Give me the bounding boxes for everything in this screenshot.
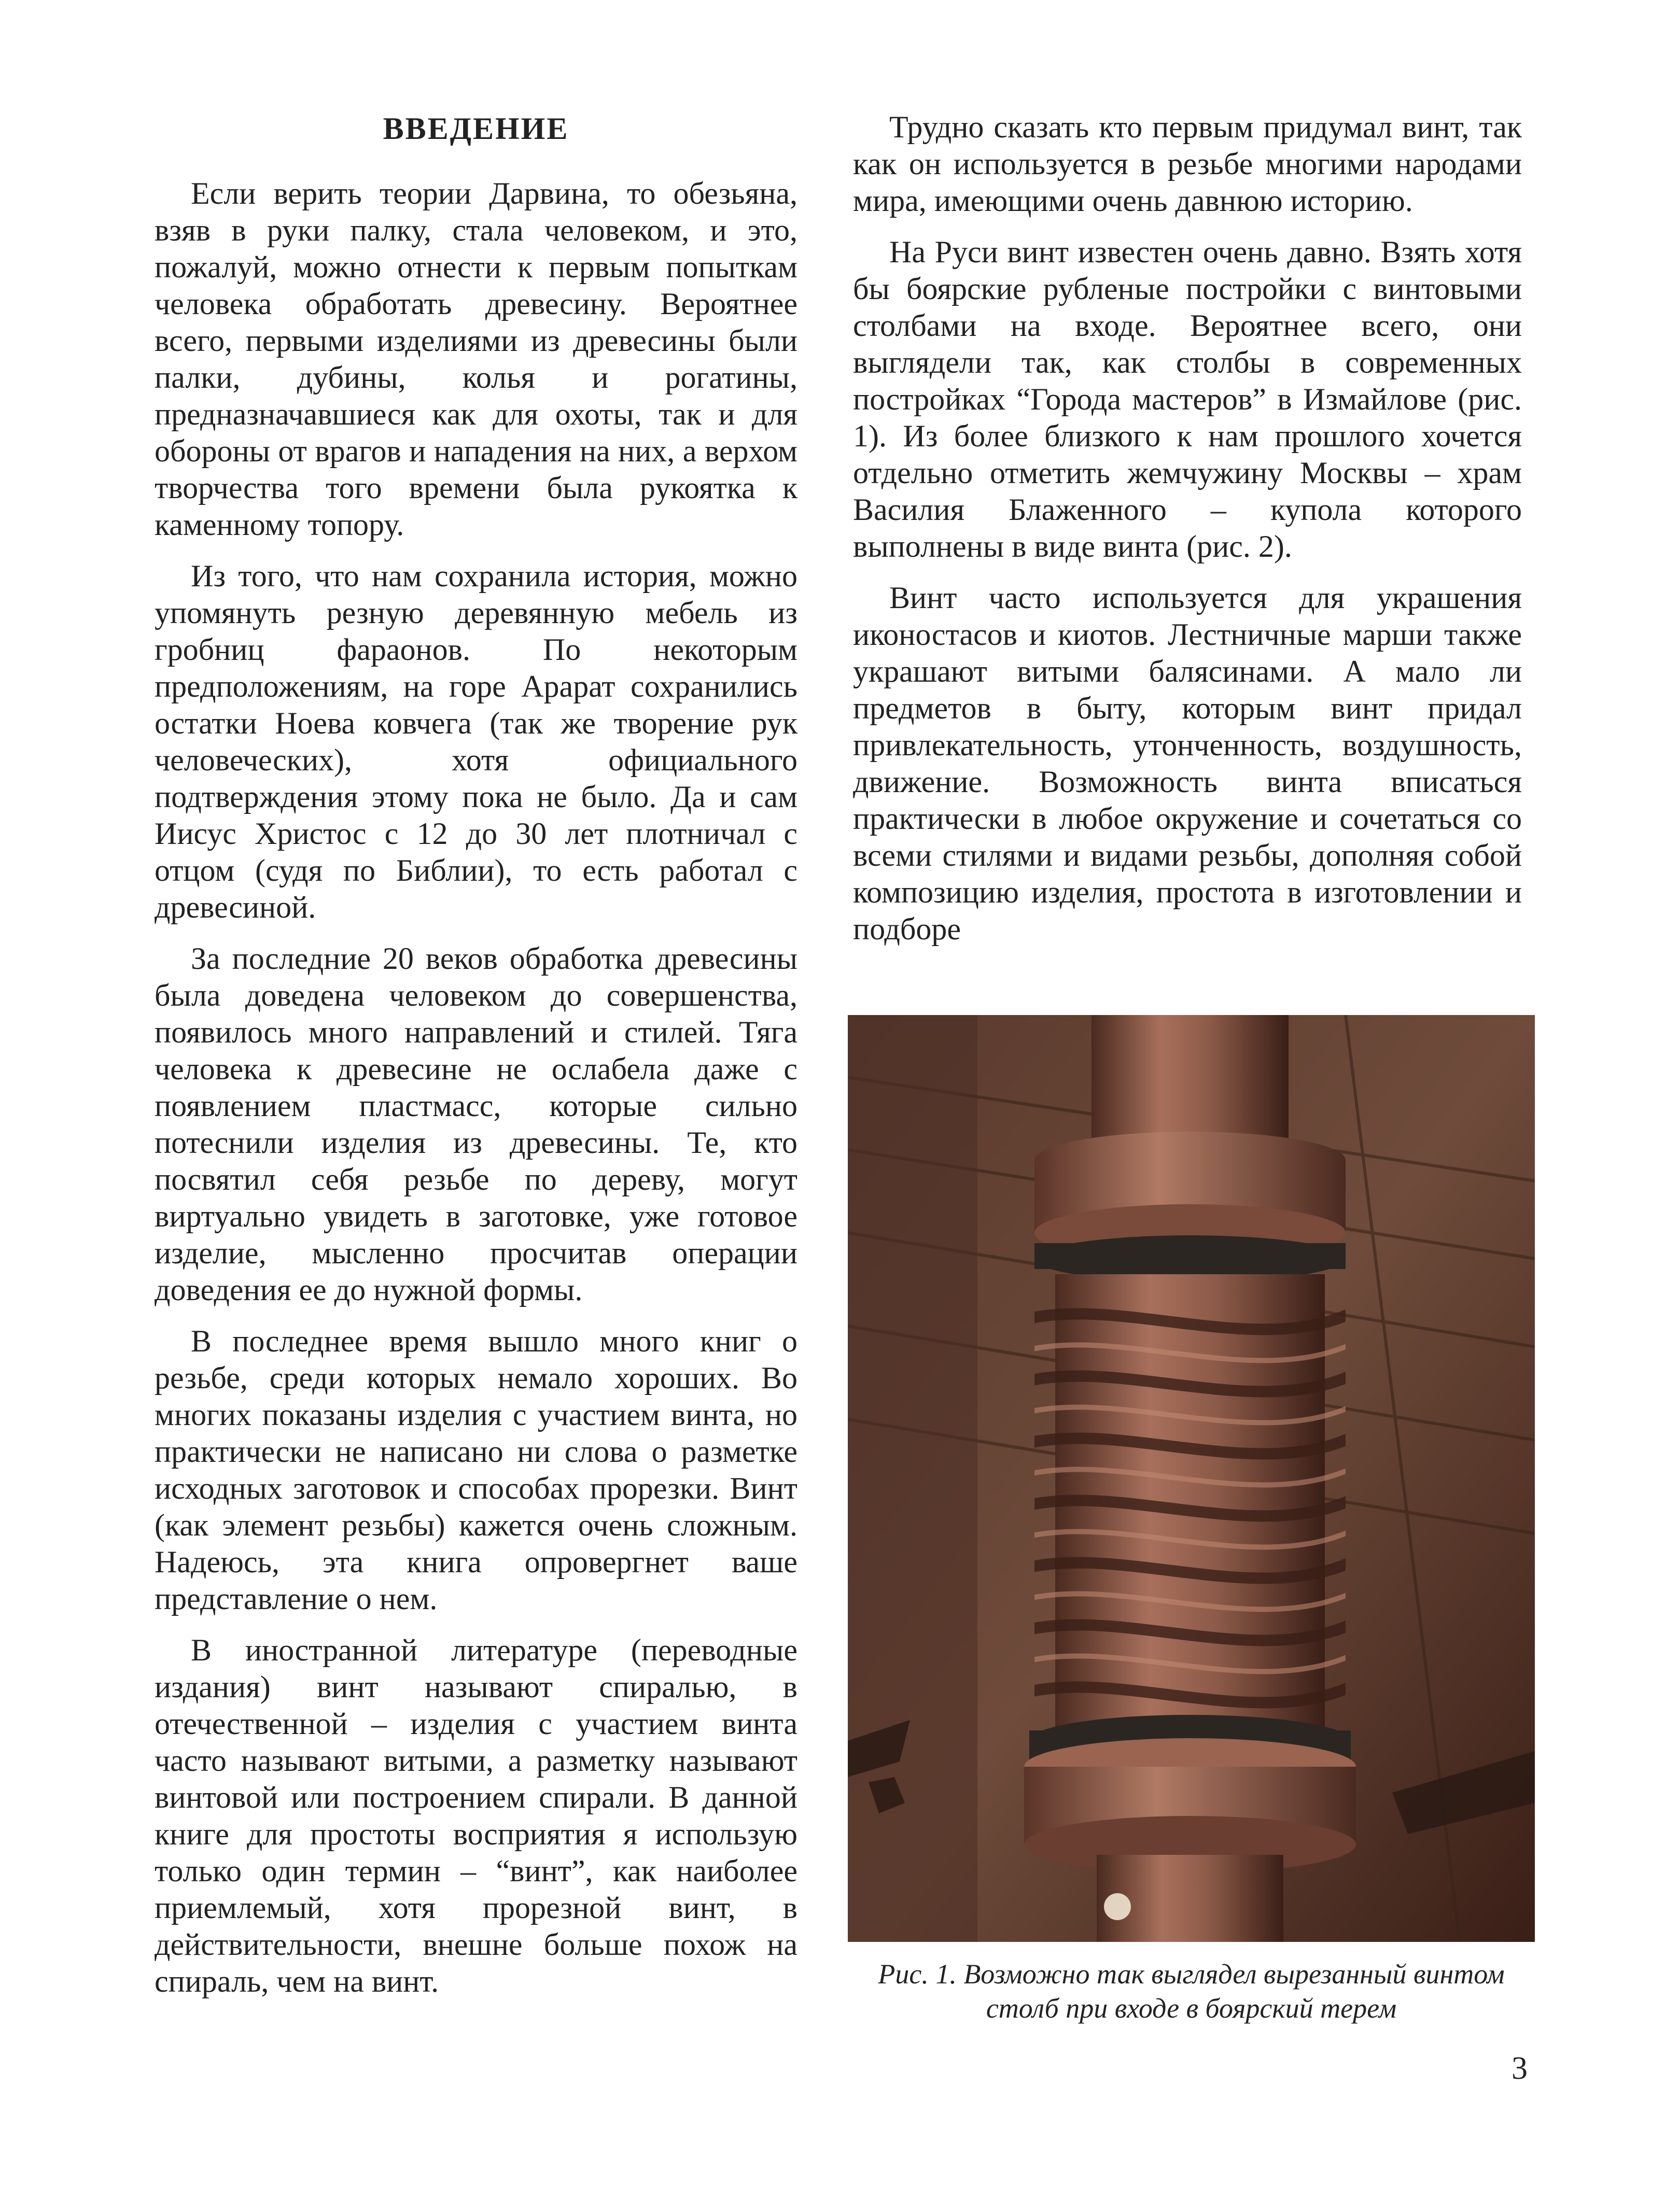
paragraph: За последние 20 веков обработка древесины была доведена человеком до совершенства, появилось много направлений и стилей. Тяга человека к древесине не ослабела даже с появлением пластмасс, которые сильно потеснили изделия из древесины. Те, кто посвятил себя резьбе по дереву, могут виртуально увидеть в заготовке, уже готовое изделие, мысленно просчитав операции доведения ее до нужной формы.: [155, 941, 797, 1307]
figure-carved-column-photo: [848, 1015, 1535, 1942]
paragraph: Винт часто используется для украшения иконостасов и киотов. Лестничные марши также украшают витыми балясинами. А мало ли предметов в быту, которым винт придал привлекательность, утонченность, воздушность, движение. Возможность винта вписаться практически в любое окружение и сочетаться со всеми стилями и видами резьбы, дополняя собой композицию изделия, простота в изготовлении и подборе: [853, 581, 1522, 946]
section-heading: ВВЕДЕНИЕ: [383, 111, 569, 146]
page-number: 3: [1512, 2051, 1528, 2086]
paragraph: Трудно сказать кто первым придумал винт, так как он используется в резьбе многими народами мира, имеющими очень давнюю историю.: [853, 110, 1522, 218]
paragraph: Если верить теории Дарвина, то обезьяна, взяв в руки палку, стала человеком, и это, пожалуй, можно отнести к первым попыткам человека обработать древесину. Вероятнее всего, первыми изделиями из древесины были палки, дубины, колья и рогатины, предназначавшиеся как для охоты, так и для обороны от врагов и нападения на них, а верхом творчества того времени была рукоятка к каменному топору.: [155, 176, 797, 542]
carved-spiral-column-image: [848, 1015, 1535, 1942]
right-column: [853, 109, 1522, 962]
paragraph: Из того, что нам сохранила история, можно упомянуть резную деревянную мебель из гробниц фараонов. По некоторым предположениям, на горе Арарат сохранились остатки Ноева ковчега (так же творение рук человеческих), хотя официального подтверждения этому пока не было. Да и сам Иисус Христос с 12 до 30 лет плотничал с отцом (судя по Библии), то есть работал с древесиной.: [155, 559, 797, 924]
left-column: [155, 109, 797, 2014]
figure-caption: Рис. 1. Возможно так выглядел вырезанный винтом столб при входе в боярский терем: [878, 1959, 1505, 2024]
paragraph: В последнее время вышло много книг о резьбе, среди которых немало хороших. Во многих показаны изделия с участием винта, но практически не написано ни слова о разметке исходных заготовок и способах прорезки. Винт (как элемент резьбы) кажется очень сложным. Надеюсь, эта книга опровергнет ваше представление о нем.: [155, 1324, 797, 1616]
paragraph: На Руси винт известен очень давно. Взять хотя бы боярские рубленые постройки с винтовыми столбами на входе. Вероятнее всего, они выглядели так, как столбы в современных постройках “Города мастеров” в Измайлове (рис. 1). Из более близкого к нам прошлого хочется отдельно отметить жемчужину Москвы – храм Василия Блаженного – купола которого выполнены в виде винта (рис. 2).: [853, 235, 1522, 563]
paragraph: В иностранной литературе (переводные издания) винт называют спиралью, в отечественной – изделия с участием винта часто называют витыми, а разметку называют винтовой или построением спирали. В данной книге для простоты восприятия я использую только один термин – “винт”, как наиболее приемлемый, хотя прорезной винт, в действительности, внешне больше похож на спираль, чем на винт.: [155, 1633, 797, 1998]
